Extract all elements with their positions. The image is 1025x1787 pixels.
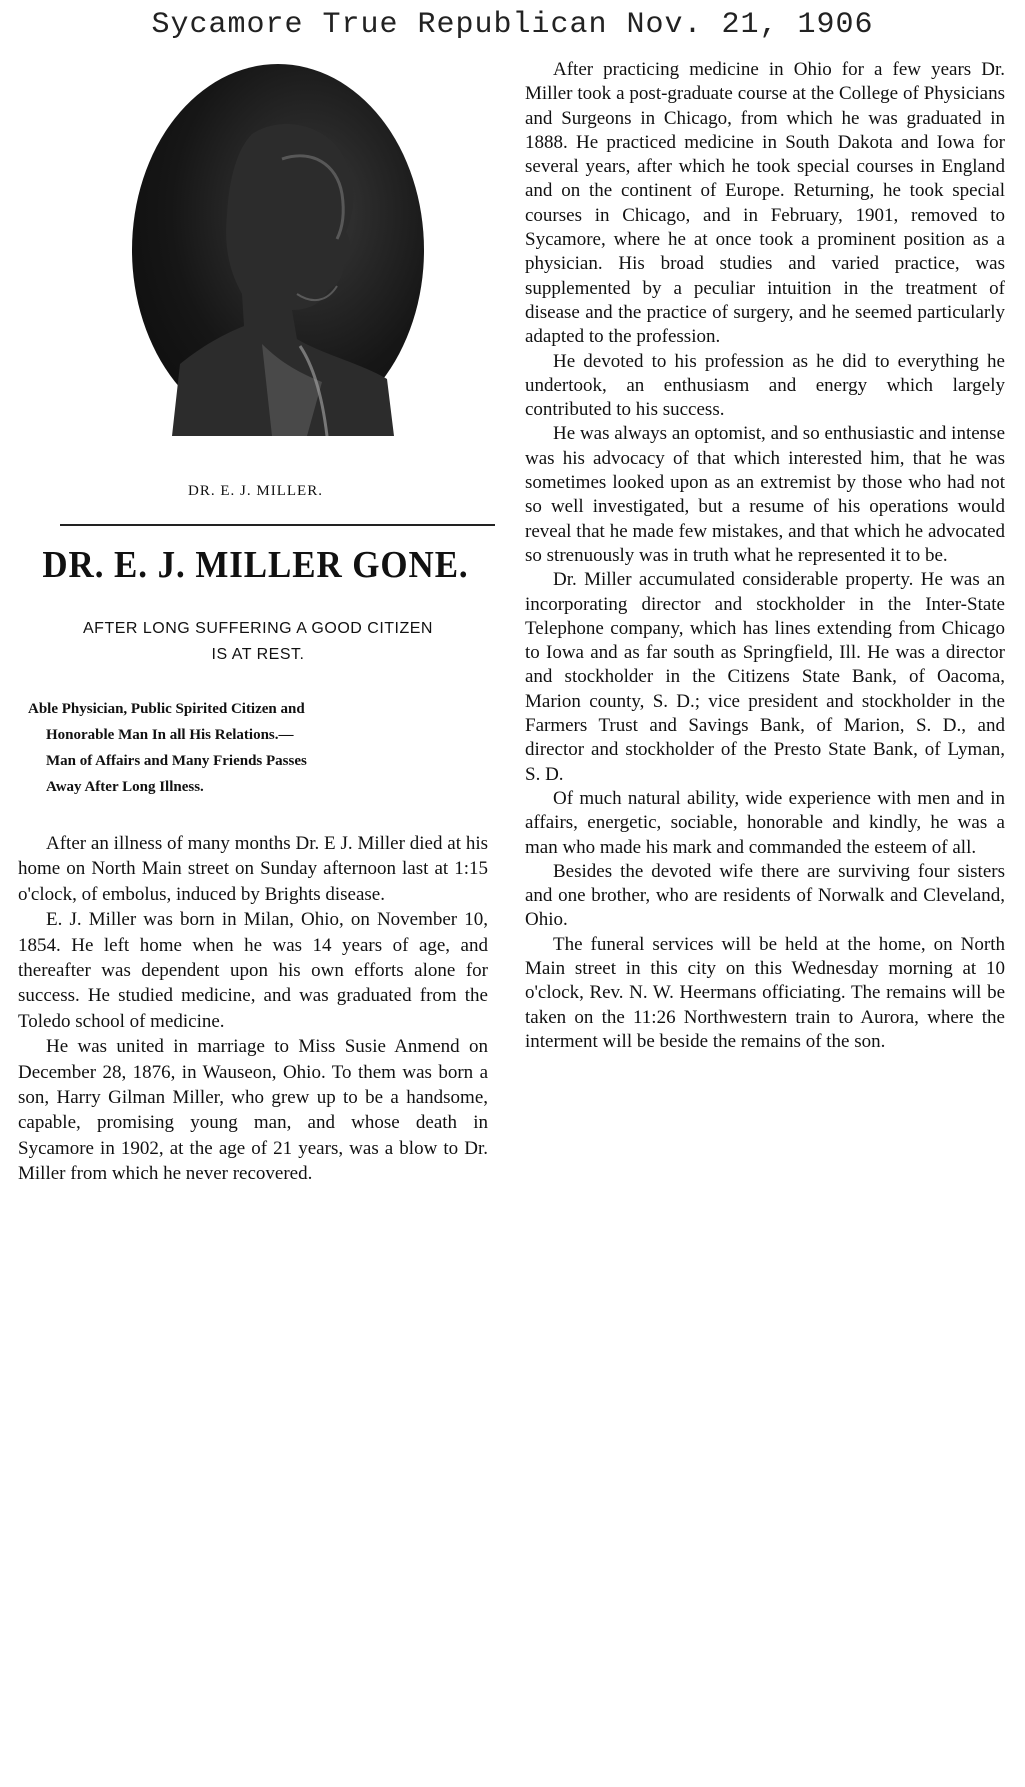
article-subhead: [38, 616, 478, 668]
subhead-line-2: IS AT REST.: [211, 646, 305, 663]
paragraph: He was united in marriage to Miss Susie Anmend on December 28, 1876, in Wauseon, Ohio. To them was born a son, Harry Gilman Miller, who grew up to be a handsome, capable, promising young man, and whose death in Sycamore in 1902, at the age of 21 years, was a blow to Dr. Miller from which he never recovered.: [18, 1036, 488, 1185]
portrait: [18, 58, 493, 508]
right-column: [525, 58, 1005, 1054]
left-column: [18, 58, 493, 1185]
deck-line-4: Away After Long Illness.: [46, 779, 204, 795]
portrait-photo: [132, 64, 424, 436]
divider: [60, 524, 495, 526]
paragraph: He devoted to his profession as he did to everything he undertook, an enthusiasm and energy which largely contributed to his success.: [525, 350, 1005, 421]
paragraph: After practicing medicine in Ohio for a few years Dr. Miller took a post-graduate course at the College of Physicians and Surgeons in Chicago, from which he was graduated in 1888. He practiced medicine in South Dakota and Iowa for several years, after which he took special courses in England and on the continent of Europe. Returning, he took special courses in Chicago, and in February, 1901, removed to Sycamore, where he at once took a prominent position as a physician. His broad studies and varied practice, was supplemented by a peculiar intuition in the treatment of disease and the practice of surgery, and he seemed particularly adapted to the profession.: [525, 59, 1005, 348]
paragraph: Besides the devoted wife there are surviving four sisters and one brother, who are residents of Norwalk and Cleveland, Ohio.: [525, 860, 1005, 931]
paragraph: Of much natural ability, wide experience with men and in affairs, energetic, sociable, honorable and kindly, he was a man who made his mark and commanded the esteem of all.: [525, 787, 1005, 858]
deck-line-2: Honorable Man In all His Relations.—: [46, 727, 294, 743]
paragraph: He was always an optomist, and so enthusiastic and intense was his advocacy of that which interested him, that he was sometimes looked upon as an extremist by those who had not so well investigated, but a resume of his operations would reveal that he made few mistakes, and that which he advocated so strenuously was in truth what he represented it to be.: [525, 423, 1005, 566]
newspaper-header: Sycamore True Republican Nov. 21, 1906: [151, 8, 874, 42]
paragraph: E. J. Miller was born in Milan, Ohio, on November 10, 1854. He left home when he was 14 years of age, and thereafter was dependent upon his own efforts alone for success. He studied medicine, and was graduated from the Toledo school of medicine.: [18, 909, 488, 1032]
silhouette-image: [132, 64, 424, 436]
deck-line-1: Able Physician, Public Spirited Citizen and: [28, 701, 305, 717]
paragraph: After an illness of many months Dr. E J. Miller died at his home on North Main street on Sunday afternoon last at 1:15 o'clock, of embolus, induced by Brights disease.: [18, 833, 488, 905]
article-deck: [28, 696, 478, 800]
article-body-left: [18, 831, 488, 1187]
deck-line-3: Man of Affairs and Many Friends Passes: [46, 753, 307, 769]
article-headline: DR. E. J. MILLER GONE.: [42, 544, 469, 586]
paragraph: Dr. Miller accumulated considerable property. He was an incorporating director and stockholder in the Inter-State Telephone company, which has lines extending from Chicago to Iowa and as far south as Springfield, Ill. He was a director and stockholder in the Citizens State Bank, of Oacoma, Marion county, S. D.; vice president and stockholder in the Farmers Trust and Savings Bank, of Marion, S. D., and director and stockholder of the Presto State Bank, of Lyman, S. D.: [525, 569, 1005, 785]
subhead-line-1: AFTER LONG SUFFERING A GOOD CITIZEN: [83, 620, 433, 637]
portrait-caption: DR. E. J. MILLER.: [188, 483, 323, 499]
paragraph: The funeral services will be held at the home, on North Main street in this city on this Wednesday morning at 10 o'clock, Rev. N. W. Heermans officiating. The remains will be taken on the 11:26 Northwestern train to Aurora, where the interment will be beside the remains of the son.: [525, 933, 1005, 1052]
